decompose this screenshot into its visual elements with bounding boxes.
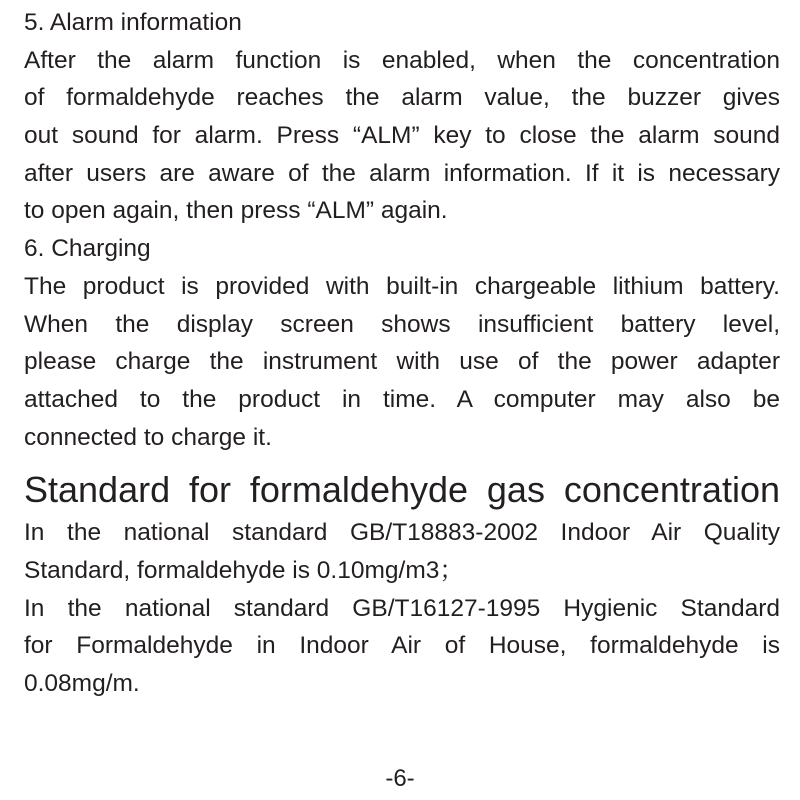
section-title-alarm: 5. Alarm information — [24, 9, 242, 36]
charging-paragraph-line: attached to the product in time. A computer may also be — [24, 385, 780, 413]
standard-paragraph-line: In the national standard GB/T18883-2002 Indoor Air Quality — [24, 519, 780, 547]
charging-paragraph-line: please charge the instrument with use of the power adapter — [24, 348, 780, 376]
alarm-paragraph-line: of formaldehyde reaches the alarm value, the buzzer gives — [24, 84, 780, 112]
charging-paragraph-line: The product is provided with built-in chargeable lithium battery. — [24, 272, 780, 300]
section-title-charging: 6. Charging — [24, 235, 151, 263]
charging-paragraph-line: When the display screen shows insufficient battery level, — [24, 310, 780, 338]
alarm-paragraph-line: out sound for alarm. Press “ALM” key to close the alarm sound — [24, 122, 780, 150]
alarm-paragraph-line: After the alarm function is enabled, when the concentration — [24, 46, 780, 74]
standard-paragraph-line: In the national standard GB/T16127-1995 Hygienic Standard — [24, 594, 780, 622]
standard-paragraph-line: Standard, formaldehyde is 0.10mg/m3； — [24, 556, 464, 584]
standard-heading: Standard for formaldehyde gas concentration — [24, 469, 780, 511]
manual-page — [24, 4, 780, 703]
standard-paragraph-line: 0.08mg/m. — [24, 670, 140, 697]
page-number: -6- — [385, 765, 415, 792]
alarm-paragraph-line: to open again, then press “ALM” again. — [24, 197, 448, 225]
alarm-paragraph-line: after users are aware of the alarm information. If it is necessary — [24, 159, 780, 187]
standard-paragraph-line: for Formaldehyde in Indoor Air of House, formaldehyde is — [24, 632, 780, 660]
charging-paragraph-line: connected to charge it. — [24, 423, 272, 451]
